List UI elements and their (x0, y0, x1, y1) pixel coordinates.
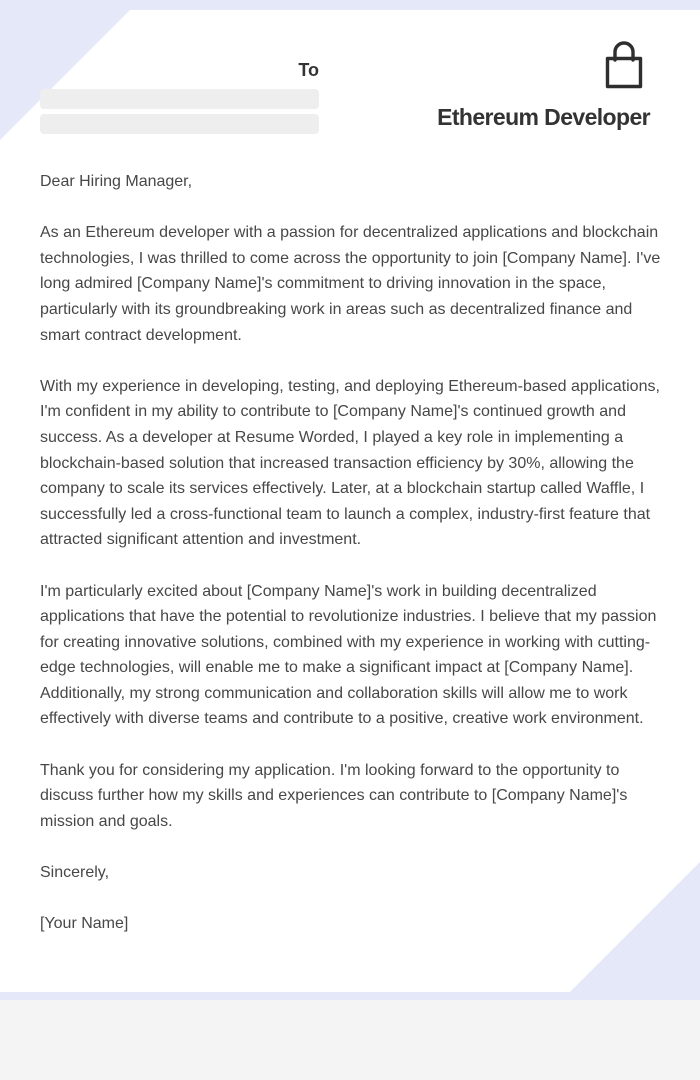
recipient-line-1-placeholder (40, 89, 319, 109)
letter-body (40, 169, 665, 962)
paragraph-intro: As an Ethereum developer with a passion for decentralized applications and blockchain technologies, I was thrilled to come across the opportunity to join [Company Name]. I've long admired [Company Name]'s commitment to driving innovation in the space, particularly with its groundbreaking work in areas such as decentralized finance and smart contract development. (40, 224, 661, 344)
paragraph-motivation: I'm particularly excited about [Company Name]'s work in building decentralized applications that have the potential to revolutionize industries. I believe that my passion for creating innovative solutions, combined with my experience in working with cutting-edge technologies, will enable me to make a significant impact at [Company Name]. Additionally, my strong communication and collaboration skills will allow me to work effectively with diverse teams and contribute to a positive, creative work environment. (40, 582, 657, 728)
signature: [Your Name] (40, 915, 129, 933)
closing: Sincerely, (40, 864, 110, 882)
job-title: Ethereum Developer (437, 104, 650, 130)
recipient-label: To (298, 60, 319, 80)
shopping-bag-icon (600, 40, 648, 90)
paragraph-thanks: Thank you for considering my application. I'm looking forward to the opportunity to discuss further how my skills and experiences can contribute to [Company Name]'s mission and goals. (40, 761, 628, 830)
recipient-line-2-placeholder (40, 114, 319, 134)
cover-letter-page (0, 10, 700, 992)
paragraph-experience: With my experience in developing, testing, and deploying Ethereum-based applications, I'm confident in my ability to contribute to [Company Name]'s continued growth and success. As a developer at Resume Worded, I played a key role in implementing a blockchain-based solution that increased transaction efficiency by 30%, allowing the company to scale its services effectively. Later, at a blockchain startup called Waffle, I successfully led a cross-functional team to launch a complex, industry-first feature that attracted significant attention and investment. (40, 377, 660, 549)
greeting: Dear Hiring Manager, (40, 173, 193, 190)
